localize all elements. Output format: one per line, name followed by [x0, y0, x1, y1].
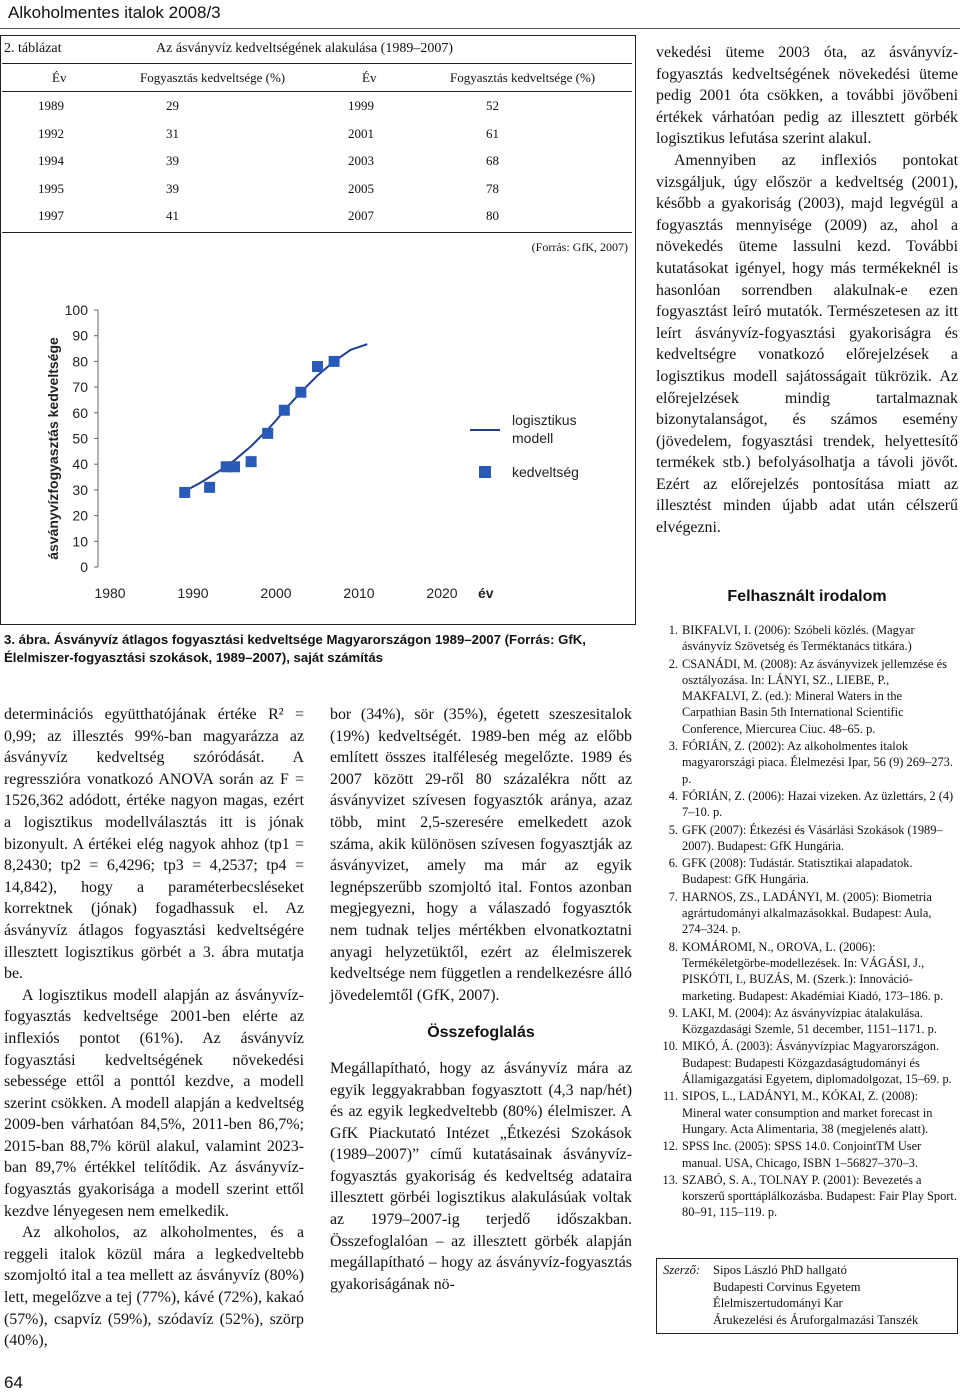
author-box: [656, 1258, 958, 1334]
table-cell: 1997: [38, 208, 64, 223]
author-line: Sipos László PhD hallgató: [713, 1263, 847, 1277]
body-column-3: [656, 42, 958, 539]
section-heading-summary: Összefoglalás: [427, 1024, 535, 1042]
header-rule: [0, 28, 960, 29]
table-title-row: [4, 41, 634, 61]
references-list: [656, 622, 958, 1222]
table-cell: 2003: [348, 153, 374, 168]
table-cell: 61: [486, 125, 499, 141]
y-tick-label: 20: [72, 507, 88, 524]
reference-item: [656, 622, 958, 655]
y-tick-label: 70: [72, 379, 88, 396]
reference-text: MIKÓ, Á. (2003): Ásványvízpiac Magyarországon. Budapest: Budapesti Közgazdaságtudományi és Államigazgatási Egyetem, diplomadolgozat, 15–69. p.: [682, 1039, 952, 1087]
reference-number: 8.: [668, 939, 678, 954]
x-tick-label: 2010: [343, 585, 375, 601]
reference-item: [656, 1138, 958, 1171]
table-cell: 41: [166, 208, 179, 223]
table-cell: 1994: [38, 153, 64, 168]
reference-text: SIPOS, L., LADÁNYI, M., KÓKAI, Z. (2008): Mineral water consumption and market forecast in Hungary. Acta Alimentaria, 38 (megjelenés alatt).: [682, 1089, 933, 1136]
y-tick-label: 10: [72, 533, 88, 550]
references-heading: Felhasznált irodalom: [727, 588, 887, 605]
reference-text: CSANÁDI, M. (2008): Az ásványvizek jellemzése és osztályozása. In: LÁNYI, SZ., LIEBE, P., MAKFALVI, Z. (ed.): Mineral Waters in the Carpathian Basin 5th International Scientific Conference, Miercurea Ciuc. 48–65. p.: [682, 656, 947, 736]
y-tick-label: 60: [72, 404, 88, 421]
reference-number: 6.: [668, 856, 678, 871]
reference-text: LAKI, M. (2004): Az ásványvízpiac átalakulása. Közgazdasági Szemle, 51 december, 1151–1171. p.: [682, 1005, 937, 1037]
x-tick-label: 2020: [426, 585, 458, 601]
data-point: [262, 428, 273, 439]
reference-number: 10.: [662, 1039, 678, 1054]
author-line: Árukezelési és Áruforgalmazási Tanszék: [713, 1313, 919, 1328]
reference-number: 11.: [662, 1089, 678, 1104]
y-tick-label: 80: [72, 353, 88, 370]
table-cell: 39: [166, 153, 179, 168]
reference-text: SPSS Inc. (2005): SPSS 14.0. ConjointTM User manual. USA, Chicago, ISBN 1–56827–370–3.: [682, 1139, 922, 1170]
legend-label-model: logisztikus modell: [512, 412, 577, 446]
reference-number: 3.: [668, 739, 678, 754]
reference-text: KOMÁROMI, N., OROVA, L. (2006): Termékéletgörbe-modellezések. In: VÁGÁSI, J., PISKÓTI, I., BUZÁS, M. (Szerk.): Innováció-marketing. Budapest: Akadémiai Kiadó, 173–186. p.: [682, 939, 944, 1003]
table-cell: 68: [486, 153, 499, 168]
legend-label-pref: kedveltség: [512, 464, 579, 480]
y-tick-label: 50: [72, 430, 88, 447]
th-pref: Fogyasztás kedveltsége (%): [140, 70, 286, 85]
legend-marker-swatch: [479, 466, 491, 478]
reference-text: HARNOS, ZS., LADÁNYI, M. (2005): Biometria agrártudományi alkalmazásokkal. Budapest: Aula, 274–324. p.: [682, 889, 932, 937]
table-cell: 39: [166, 180, 179, 196]
x-tick-label: 1990: [177, 585, 209, 601]
table-cell: 29: [166, 98, 179, 113]
table-cell: 52: [486, 98, 499, 113]
reference-item: [656, 1088, 958, 1137]
col2-para-1: bor (34%), sör (35%), égetett szeszesitalok (19%) kedveltségét. 1989-ben még az előbb említett összes italféleség megelőzte. 1989 és 2007 között 29-ről 80 százalékra nőtt az ásványvizet szívesen fogyasztók aránya, azaz több, mint 2,5-szeresére emelkedett azok száma, akik különösen szívesen fogyasztják az ásványvizet, amely ma már az egyik legnépszerűbb szomjoltó ital. Fontos azonban megjegyezni, hogy a válaszadó fogyasztók nem tudnak teljes mértékben elvonatkoztatni anyagi helyzetüktől, ezért az élelmiszerek kedveltsége nem független a rendelkezésre álló jövedelemtől (GfK, 2007).: [330, 706, 632, 1004]
y-axis-label: ásványvízfogyasztás kedveltsége: [45, 337, 61, 560]
table-title: Az ásványvíz kedveltségének alakulása (1989–2007): [156, 41, 454, 56]
col2-para-2: Megállapítható, hogy az ásványvíz mára az egyik leggyakrabban fogyasztott (4,3 nap/hét) és az egyik legkedveltebb (80%) élelmiszer. A GfK Piackutató Intézet „Étkezési Szokások (1989–2007)” című kutatásainak ásványvíz-fogyasztás gyakoriság és kedveltség adataira illesztett görbéi logisztikus alakulásúak voltak az 1979–2007-ig terjedő időszakban. Összefoglalóan – az illesztett görbék alapján megállapítható – hogy az ásványvíz-fogyasztás gyakoriságának nö-: [330, 1059, 632, 1293]
x-tick-label: 2000: [260, 585, 292, 601]
col1-para-3: Az alkoholos, az alkoholmentes, és a reggeli italok közül mára a legkedveltebb szomjoltó ital a tea mellett az ásványvíz (80%) lett, megelőzve a tej (77%), kávé (72%), kakaó (57%), csapvíz (59%), szódavíz (52%), szörp (40%),: [4, 1224, 304, 1350]
y-tick-label: 40: [72, 456, 88, 473]
author-line: Élelmiszertudományi Kar: [713, 1296, 843, 1311]
table-cell: 1995: [38, 180, 64, 196]
reference-text: FÓRIÁN, Z. (2002): Az alkoholmentes italok magyarországi piaca. Élelmezési Ipar, 56 (9) 269–273. p.: [682, 739, 953, 786]
x-tick-label: 1980: [94, 585, 126, 601]
reference-text: BIKFALVI, I. (2006): Szóbeli közlés. (Magyar ásványvíz Szövetség és Terméktanács titkára.): [682, 623, 915, 654]
table-cell: 80: [486, 208, 499, 223]
y-tick-label: 100: [64, 302, 88, 318]
table-cell: 2005: [348, 180, 374, 196]
table-cell: 31: [166, 125, 179, 141]
table-cell: 1989: [38, 98, 64, 113]
author-line: Budapesti Corvinus Egyetem: [713, 1279, 861, 1294]
reference-item: [656, 1005, 958, 1038]
table-cell: 1999: [348, 98, 374, 113]
th-pref-2: Fogyasztás kedveltsége (%): [450, 70, 596, 85]
reference-item: [656, 656, 958, 737]
data-point: [279, 405, 290, 416]
reference-text: GFK (2007): Étkezési és Vásárlási Szokások (1989–2007). Budapest: GfK Hungária.: [682, 822, 943, 853]
reference-number: 4.: [668, 788, 678, 803]
th-year: Év: [52, 70, 67, 85]
body-column-2: [330, 704, 632, 1295]
reference-item: [656, 855, 958, 888]
reference-number: 7.: [668, 889, 678, 904]
table-label: 2. táblázat: [4, 41, 62, 56]
body-column-1: [4, 704, 304, 1352]
page-number: 64: [4, 1373, 23, 1392]
reference-text: FÓRIÁN, Z. (2006): Hazai vizeken. Az üzlettárs, 2 (4) 7–10. p.: [682, 788, 954, 820]
reference-item: [656, 738, 958, 787]
figure-caption: 3. ábra. Ásványvíz átlagos fogyasztási kedveltsége Magyarországon 1989–2007 (Forrás: GfK, Élelmiszer-fogyasztási szokások, 1989–2007), saját számítás: [4, 632, 586, 665]
data-point: [295, 387, 306, 398]
chart: [0, 265, 636, 625]
data-point: [312, 361, 323, 372]
reference-number: 2.: [668, 656, 678, 671]
col3-para-2: Amennyiben az inflexiós pontokat vizsgáljuk, úgy először a kedveltség (2001), később a gyakoriság (2003), majd legvégül a fogyasztás mennyisége (2009) az, ahol a növekedés üteme lassulni kezd. További kutatásokat igényel, hogy más termékeknél is hasonlóan sorrendben alakulnak-e ezen fogyasztást leíró mutatók. Természetesen az itt leírt ásványvíz-fogyasztási gyakoriságra és kedveltségre vonatkozó előrejelzések a logisztikus modell sajátosságait tükrözik. Az előrejelzések mindig tartalmaznak bizonytalanságot, és számos esemény (jövedelem, fogyasztási trendek, helyettesítő termékek stb.) befolyásolhatja a távoli jövőt. Ezért az előrejelzés pontosítása miatt az illesztést minden újabb adat után célszerű elvégezni.: [656, 151, 958, 537]
reference-number: 9.: [668, 1005, 678, 1020]
table-rule: [2, 63, 632, 64]
data-point: [229, 461, 240, 472]
author-label: Szerző:: [663, 1263, 701, 1277]
y-tick-label: 30: [72, 481, 88, 498]
col3-para-1: vekedési üteme 2003 óta, az ásványvíz-fogyasztás kedveltségének növekedési üteme pedig 2001 óta csökken, a további jövőbeni értékek várhatóan pedig az illesztett görbék logisztikus lefutása szerint alakul.: [656, 44, 958, 148]
reference-item: [656, 1172, 958, 1221]
y-tick-label: 90: [72, 327, 88, 344]
x-axis-label: év: [478, 585, 494, 601]
table-cell: 78: [486, 180, 499, 196]
reference-number: 1.: [668, 623, 678, 637]
reference-item: [656, 1038, 958, 1087]
author-details: [713, 1262, 951, 1329]
table-rule: [2, 91, 632, 92]
table-source: (Forrás: GfK, 2007): [531, 240, 628, 254]
y-tick-label: 0: [80, 559, 88, 575]
reference-number: 5.: [668, 822, 678, 837]
table-cell: 2007: [348, 208, 374, 223]
reference-text: SZABÓ, S. A., TOLNAY P. (2001): Bevezetés a korszerű sporttáplálkozásba. Budapest: Fair Play Sport. 80–91, 115–119. p.: [682, 1172, 957, 1220]
table-header: [0, 70, 636, 90]
th-year-2: Év: [362, 70, 377, 85]
data-point: [246, 456, 257, 467]
reference-item: [656, 889, 958, 938]
reference-text: GFK (2008): Tudástár. Statisztikai alapadatok. Budapest: GfK Hungária.: [682, 856, 913, 887]
data-point: [204, 482, 215, 493]
data-point: [179, 487, 190, 498]
table-rule: [2, 232, 632, 233]
reference-number: 13.: [662, 1172, 678, 1187]
reference-item: [656, 788, 958, 821]
reference-number: 12.: [662, 1139, 678, 1154]
table-cell: 1992: [38, 125, 64, 141]
model-curve: [185, 344, 368, 491]
running-title: Alkoholmentes italok 2008/3: [8, 3, 221, 22]
table-cell: 2001: [348, 125, 374, 141]
reference-item: [656, 939, 958, 1004]
reference-item: [656, 822, 958, 855]
col1-para-1: determinációs együtthatójának értéke R² = 0,99; az illesztés 99%-ban magyarázza az ásványvíz kedveltség szóródását. A regresszióra vonatkozó ANOVA során az F = 1526,362 adódott, értéke nagyon magas, ezért a logisztikus modellválasztás itt is jónak bizonyult. A értékei elég nagyok ahhoz (tp1 = 8,2430; tp2 = 6,4296; tp3 = 4,2537; tp4 = 14,842), hogy a paraméterbecsléseket korrektnek (jónak) fogadhassuk el. Az ásványvíz átlagos fogyasztási kedveltségére illesztett logisztikus görbét a 3. ábra mutatja be.: [4, 706, 304, 983]
data-point: [329, 356, 340, 367]
col1-para-2: A logisztikus modell alapján az ásványvíz-fogyasztás kedveltsége 2001-ben elérte az inflexiós pontot (61%). Az ásványvíz fogyasztási kedveltségének növekedési sebessége ettől a ponttól kezdve, a modell szerint csökken. A modell alapján a kedveltség 2009-ben várhatóan 84,5%, 2011-ben 86,7%; 2015-ban 88,7% körül alakul, valamint 2023-ban 89,7% értékkel telítődik. Az ásványvíz-fogyasztás gyakorisága a modell szerint ettől kezdve lényegesen nem emelkedik.: [4, 986, 304, 1220]
